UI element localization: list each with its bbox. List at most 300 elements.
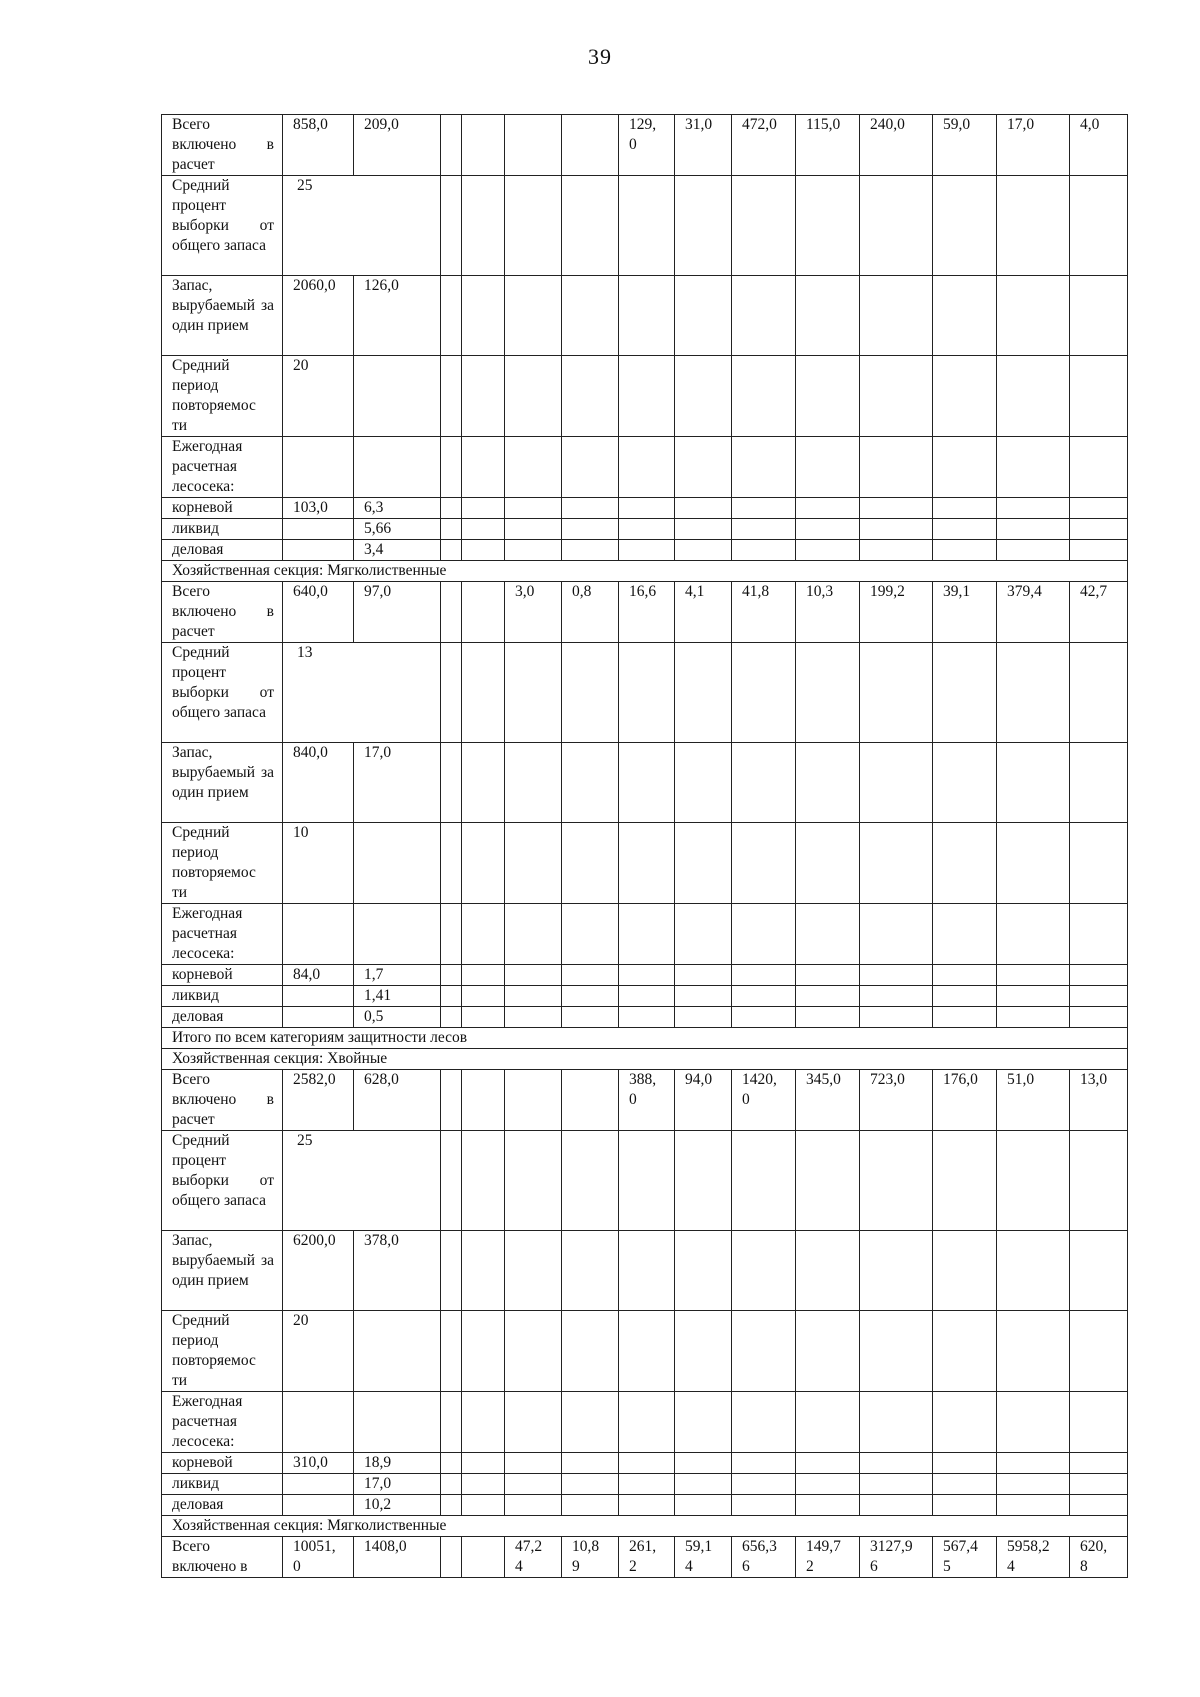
table-cell	[562, 437, 619, 498]
table-cell: 176,0	[933, 1070, 997, 1131]
table-row	[162, 437, 1128, 498]
table-cell	[997, 540, 1070, 561]
table-cell	[283, 986, 354, 1007]
table-cell: 388, 0	[619, 1070, 675, 1131]
table-cell	[1070, 176, 1128, 276]
table-cell	[562, 965, 619, 986]
table-cell	[933, 986, 997, 1007]
table-cell: 567,4 5	[933, 1537, 997, 1578]
table-row	[162, 1131, 1128, 1231]
table-cell	[933, 176, 997, 276]
table-cell: 41,8	[732, 582, 796, 643]
table-cell	[796, 176, 860, 276]
table-cell	[562, 904, 619, 965]
table-cell	[796, 540, 860, 561]
table-cell	[562, 1231, 619, 1311]
table-cell	[505, 1007, 562, 1028]
table-cell	[860, 498, 933, 519]
table-cell	[675, 743, 732, 823]
table-cell	[1070, 356, 1128, 437]
table-cell	[997, 1311, 1070, 1392]
table-cell	[732, 1311, 796, 1392]
table-cell	[619, 1495, 675, 1516]
table-row	[162, 1231, 1128, 1311]
table-cell: 4,1	[675, 582, 732, 643]
row-value: 25	[283, 1131, 441, 1231]
table-cell	[997, 823, 1070, 904]
table-cell	[462, 1311, 505, 1392]
table-cell	[354, 437, 441, 498]
table-row	[162, 356, 1128, 437]
table-cell	[462, 904, 505, 965]
table-cell: 6,3	[354, 498, 441, 519]
table-cell: 103,0	[283, 498, 354, 519]
row-label: Ежегодная расчетная лесосека:	[162, 437, 283, 498]
table-cell	[675, 904, 732, 965]
table-cell	[441, 1131, 462, 1231]
table-cell	[997, 519, 1070, 540]
table-cell	[933, 1131, 997, 1231]
table-cell: 42,7	[1070, 582, 1128, 643]
table-cell	[860, 356, 933, 437]
table-cell: 51,0	[997, 1070, 1070, 1131]
table-cell	[997, 1392, 1070, 1453]
table-cell	[997, 498, 1070, 519]
table-cell	[505, 1231, 562, 1311]
table-cell	[441, 540, 462, 561]
table-cell	[505, 1474, 562, 1495]
table-cell	[462, 1392, 505, 1453]
table-cell: 310,0	[283, 1453, 354, 1474]
table-cell	[860, 1311, 933, 1392]
row-label: корневой	[162, 965, 283, 986]
table-cell: 5958,2 4	[997, 1537, 1070, 1578]
table-cell	[441, 1495, 462, 1516]
section-header-row	[162, 1028, 1128, 1049]
table-row	[162, 498, 1128, 519]
row-label: Средний процент выборки от общего запаса	[162, 1131, 283, 1231]
table-cell: 1,41	[354, 986, 441, 1007]
table-cell	[796, 276, 860, 356]
page-number: 39	[588, 44, 612, 69]
table-cell	[462, 437, 505, 498]
table-cell	[1070, 823, 1128, 904]
table-cell	[860, 743, 933, 823]
row-label: корневой	[162, 498, 283, 519]
table-cell	[675, 1453, 732, 1474]
table-cell: 10,8 9	[562, 1537, 619, 1578]
table-cell: 858,0	[283, 115, 354, 176]
table-cell	[441, 115, 462, 176]
table-cell: 472,0	[732, 115, 796, 176]
table-cell	[562, 276, 619, 356]
table-cell	[283, 1474, 354, 1495]
table-cell	[675, 1474, 732, 1495]
table-cell	[619, 904, 675, 965]
table-cell	[1070, 904, 1128, 965]
table-cell	[441, 582, 462, 643]
table-cell	[441, 1474, 462, 1495]
table-cell	[354, 904, 441, 965]
table-cell	[997, 276, 1070, 356]
table-cell	[1070, 743, 1128, 823]
table-cell	[505, 115, 562, 176]
table-cell	[354, 1392, 441, 1453]
table-cell	[1070, 519, 1128, 540]
table-cell	[933, 498, 997, 519]
table-cell	[796, 643, 860, 743]
table-cell	[1070, 1231, 1128, 1311]
table-cell	[505, 823, 562, 904]
table-cell	[562, 176, 619, 276]
table-cell	[675, 965, 732, 986]
table-cell	[796, 1495, 860, 1516]
table-cell: 6200,0	[283, 1231, 354, 1311]
table-cell	[732, 1231, 796, 1311]
table-cell	[354, 356, 441, 437]
table-cell	[732, 1007, 796, 1028]
table-cell	[860, 1007, 933, 1028]
table-cell	[505, 540, 562, 561]
table-cell	[997, 1495, 1070, 1516]
table-cell	[675, 498, 732, 519]
table-cell	[619, 1474, 675, 1495]
table-cell	[441, 276, 462, 356]
table-cell	[462, 1474, 505, 1495]
table-row	[162, 176, 1128, 276]
table-cell	[462, 743, 505, 823]
table-cell	[562, 1007, 619, 1028]
table-cell	[796, 356, 860, 437]
table-cell	[732, 540, 796, 561]
table-cell	[354, 1311, 441, 1392]
table-cell	[462, 1070, 505, 1131]
table-row	[162, 540, 1128, 561]
table-cell	[562, 1392, 619, 1453]
table-cell: 199,2	[860, 582, 933, 643]
row-label: Средний процент выборки от общего запаса	[162, 176, 283, 276]
table-cell	[997, 643, 1070, 743]
table-cell	[462, 176, 505, 276]
table-cell	[562, 743, 619, 823]
table-cell	[562, 986, 619, 1007]
table-cell	[732, 904, 796, 965]
table-cell	[997, 1007, 1070, 1028]
table-cell	[796, 1131, 860, 1231]
table-cell	[462, 540, 505, 561]
table-cell: 126,0	[354, 276, 441, 356]
table-cell	[732, 498, 796, 519]
table-row	[162, 904, 1128, 965]
table-row	[162, 1474, 1128, 1495]
table-row	[162, 643, 1128, 743]
table-cell	[462, 1131, 505, 1231]
table-cell	[619, 176, 675, 276]
section-title: Хозяйственная секция: Мягколиственные	[162, 1516, 1128, 1537]
table-cell	[675, 437, 732, 498]
table-cell	[796, 965, 860, 986]
table-cell	[441, 1453, 462, 1474]
table-cell: 10051, 0	[283, 1537, 354, 1578]
table-cell	[675, 986, 732, 1007]
table-cell	[562, 356, 619, 437]
table-cell	[505, 1131, 562, 1231]
table-cell: 10,2	[354, 1495, 441, 1516]
table-cell	[860, 276, 933, 356]
table-cell: 628,0	[354, 1070, 441, 1131]
table-cell	[860, 540, 933, 561]
table-cell	[441, 965, 462, 986]
table-cell	[933, 1392, 997, 1453]
table-cell: 1,7	[354, 965, 441, 986]
table-cell	[860, 1392, 933, 1453]
table-cell	[283, 1392, 354, 1453]
table-cell: 261, 2	[619, 1537, 675, 1578]
table-cell	[441, 356, 462, 437]
table-row	[162, 965, 1128, 986]
table-cell	[619, 965, 675, 986]
table-cell: 3127,9 6	[860, 1537, 933, 1578]
table-cell	[860, 437, 933, 498]
table-cell: 59,0	[933, 115, 997, 176]
table-cell	[462, 115, 505, 176]
table-cell: 379,4	[997, 582, 1070, 643]
table-cell	[505, 356, 562, 437]
table-row	[162, 1453, 1128, 1474]
section-title: Итого по всем категориям защитности лесов	[162, 1028, 1128, 1049]
table-cell	[796, 1392, 860, 1453]
table-cell	[933, 965, 997, 986]
table-cell	[441, 1392, 462, 1453]
table-cell	[1070, 1474, 1128, 1495]
table-cell	[562, 1453, 619, 1474]
table-cell	[732, 437, 796, 498]
table-cell	[619, 823, 675, 904]
table-cell: 3,4	[354, 540, 441, 561]
table-cell	[462, 356, 505, 437]
table-cell: 20	[283, 1311, 354, 1392]
table-cell	[860, 1495, 933, 1516]
table-cell	[675, 1231, 732, 1311]
table-cell	[860, 823, 933, 904]
table-cell	[933, 1495, 997, 1516]
table-cell	[933, 643, 997, 743]
table-cell	[562, 1311, 619, 1392]
table-row	[162, 743, 1128, 823]
table-cell: 209,0	[354, 115, 441, 176]
table-cell: 16,6	[619, 582, 675, 643]
table-row	[162, 823, 1128, 904]
table-cell	[933, 356, 997, 437]
section-header-row	[162, 561, 1128, 582]
row-label: Запас, вырубаемый за один прием	[162, 276, 283, 356]
table-cell	[933, 1474, 997, 1495]
table-cell	[462, 519, 505, 540]
table-cell	[997, 176, 1070, 276]
table-cell: 39,1	[933, 582, 997, 643]
table-cell	[462, 823, 505, 904]
table-cell	[860, 176, 933, 276]
table-cell	[462, 498, 505, 519]
table-cell	[619, 1311, 675, 1392]
table-cell	[462, 276, 505, 356]
table-cell	[619, 519, 675, 540]
table-cell	[283, 437, 354, 498]
table-cell	[619, 498, 675, 519]
table-cell	[796, 437, 860, 498]
table-cell	[732, 356, 796, 437]
table-cell	[562, 1474, 619, 1495]
row-label: деловая	[162, 540, 283, 561]
table-cell	[619, 1392, 675, 1453]
table-cell	[462, 582, 505, 643]
row-label: Средний процент выборки от общего запаса	[162, 643, 283, 743]
table-cell	[933, 437, 997, 498]
table-cell	[619, 643, 675, 743]
table-cell	[732, 823, 796, 904]
table-cell	[619, 986, 675, 1007]
table-cell	[860, 1474, 933, 1495]
table-cell	[462, 643, 505, 743]
table-cell	[441, 437, 462, 498]
table-cell	[283, 1495, 354, 1516]
table-cell	[354, 823, 441, 904]
table-cell	[860, 1231, 933, 1311]
table-cell: 47,2 4	[505, 1537, 562, 1578]
table-cell	[933, 1453, 997, 1474]
table-cell	[997, 986, 1070, 1007]
table-cell	[1070, 965, 1128, 986]
table-cell	[505, 904, 562, 965]
row-label: Всего включено в расчет	[162, 582, 283, 643]
table-cell	[441, 1070, 462, 1131]
table-cell	[675, 1495, 732, 1516]
table-cell	[562, 498, 619, 519]
table-cell	[997, 904, 1070, 965]
table-cell	[562, 115, 619, 176]
table-cell	[505, 1392, 562, 1453]
table-cell	[619, 1131, 675, 1231]
row-label: деловая	[162, 1007, 283, 1028]
table-cell	[933, 519, 997, 540]
table-cell	[441, 498, 462, 519]
table-cell	[562, 1070, 619, 1131]
table-cell	[619, 437, 675, 498]
table-cell	[860, 904, 933, 965]
table-cell	[1070, 1453, 1128, 1474]
table-cell	[1070, 643, 1128, 743]
row-label: Всего включено в расчет	[162, 115, 283, 176]
table-cell: 0,5	[354, 1007, 441, 1028]
table-cell	[505, 1495, 562, 1516]
table-cell	[1070, 1131, 1128, 1231]
table-cell	[732, 1453, 796, 1474]
table-cell	[933, 540, 997, 561]
table-cell	[796, 823, 860, 904]
table-cell: 17,0	[997, 115, 1070, 176]
table-cell: 129, 0	[619, 115, 675, 176]
table-cell: 840,0	[283, 743, 354, 823]
table-cell	[933, 276, 997, 356]
table-cell: 240,0	[860, 115, 933, 176]
table-cell: 0,8	[562, 582, 619, 643]
table-cell	[1070, 540, 1128, 561]
table-cell	[505, 176, 562, 276]
table-cell	[283, 1007, 354, 1028]
table-cell	[860, 986, 933, 1007]
table-cell: 656,3 6	[732, 1537, 796, 1578]
row-value: 25	[283, 176, 441, 276]
table-cell	[562, 1495, 619, 1516]
table-cell: 5,66	[354, 519, 441, 540]
table-cell	[441, 1231, 462, 1311]
table-cell: 59,1 4	[675, 1537, 732, 1578]
section-title: Хозяйственная секция: Мягколиственные	[162, 561, 1128, 582]
table-cell	[505, 498, 562, 519]
table-cell	[462, 1495, 505, 1516]
table-row	[162, 582, 1128, 643]
table-cell	[1070, 276, 1128, 356]
table-cell	[441, 176, 462, 276]
table-cell	[796, 1007, 860, 1028]
row-label: корневой	[162, 1453, 283, 1474]
table-cell	[505, 986, 562, 1007]
table-row	[162, 1311, 1128, 1392]
table-cell	[619, 1231, 675, 1311]
table-cell	[860, 965, 933, 986]
table-cell: 345,0	[796, 1070, 860, 1131]
table-cell: 2060,0	[283, 276, 354, 356]
table-cell	[732, 643, 796, 743]
row-label: Средний период повторяемос ти	[162, 1311, 283, 1392]
table-cell	[619, 743, 675, 823]
table-cell	[860, 643, 933, 743]
forest-calculation-table	[161, 114, 1128, 1578]
table-cell	[997, 965, 1070, 986]
row-label: Всего включено в расчет	[162, 1070, 283, 1131]
table-cell	[796, 1231, 860, 1311]
table-cell	[796, 986, 860, 1007]
row-label: ликвид	[162, 986, 283, 1007]
table-row	[162, 1007, 1128, 1028]
table-cell	[462, 986, 505, 1007]
table-cell	[441, 643, 462, 743]
table-cell: 149,7 2	[796, 1537, 860, 1578]
table-cell	[619, 1007, 675, 1028]
table-cell: 723,0	[860, 1070, 933, 1131]
table-cell	[441, 743, 462, 823]
table-cell: 17,0	[354, 743, 441, 823]
table-cell: 94,0	[675, 1070, 732, 1131]
table-cell	[1070, 986, 1128, 1007]
table-cell	[997, 1453, 1070, 1474]
table-cell	[505, 1070, 562, 1131]
table-cell	[505, 437, 562, 498]
table-cell	[732, 1474, 796, 1495]
table-cell	[796, 519, 860, 540]
table-cell	[1070, 1311, 1128, 1392]
row-label: Средний период повторяемос ти	[162, 823, 283, 904]
table-cell	[562, 540, 619, 561]
table-cell	[441, 1537, 462, 1578]
row-label: ликвид	[162, 519, 283, 540]
table-cell	[283, 540, 354, 561]
table-cell	[933, 1007, 997, 1028]
table-cell: 640,0	[283, 582, 354, 643]
table-cell	[1070, 437, 1128, 498]
table-cell	[675, 519, 732, 540]
table-row	[162, 519, 1128, 540]
